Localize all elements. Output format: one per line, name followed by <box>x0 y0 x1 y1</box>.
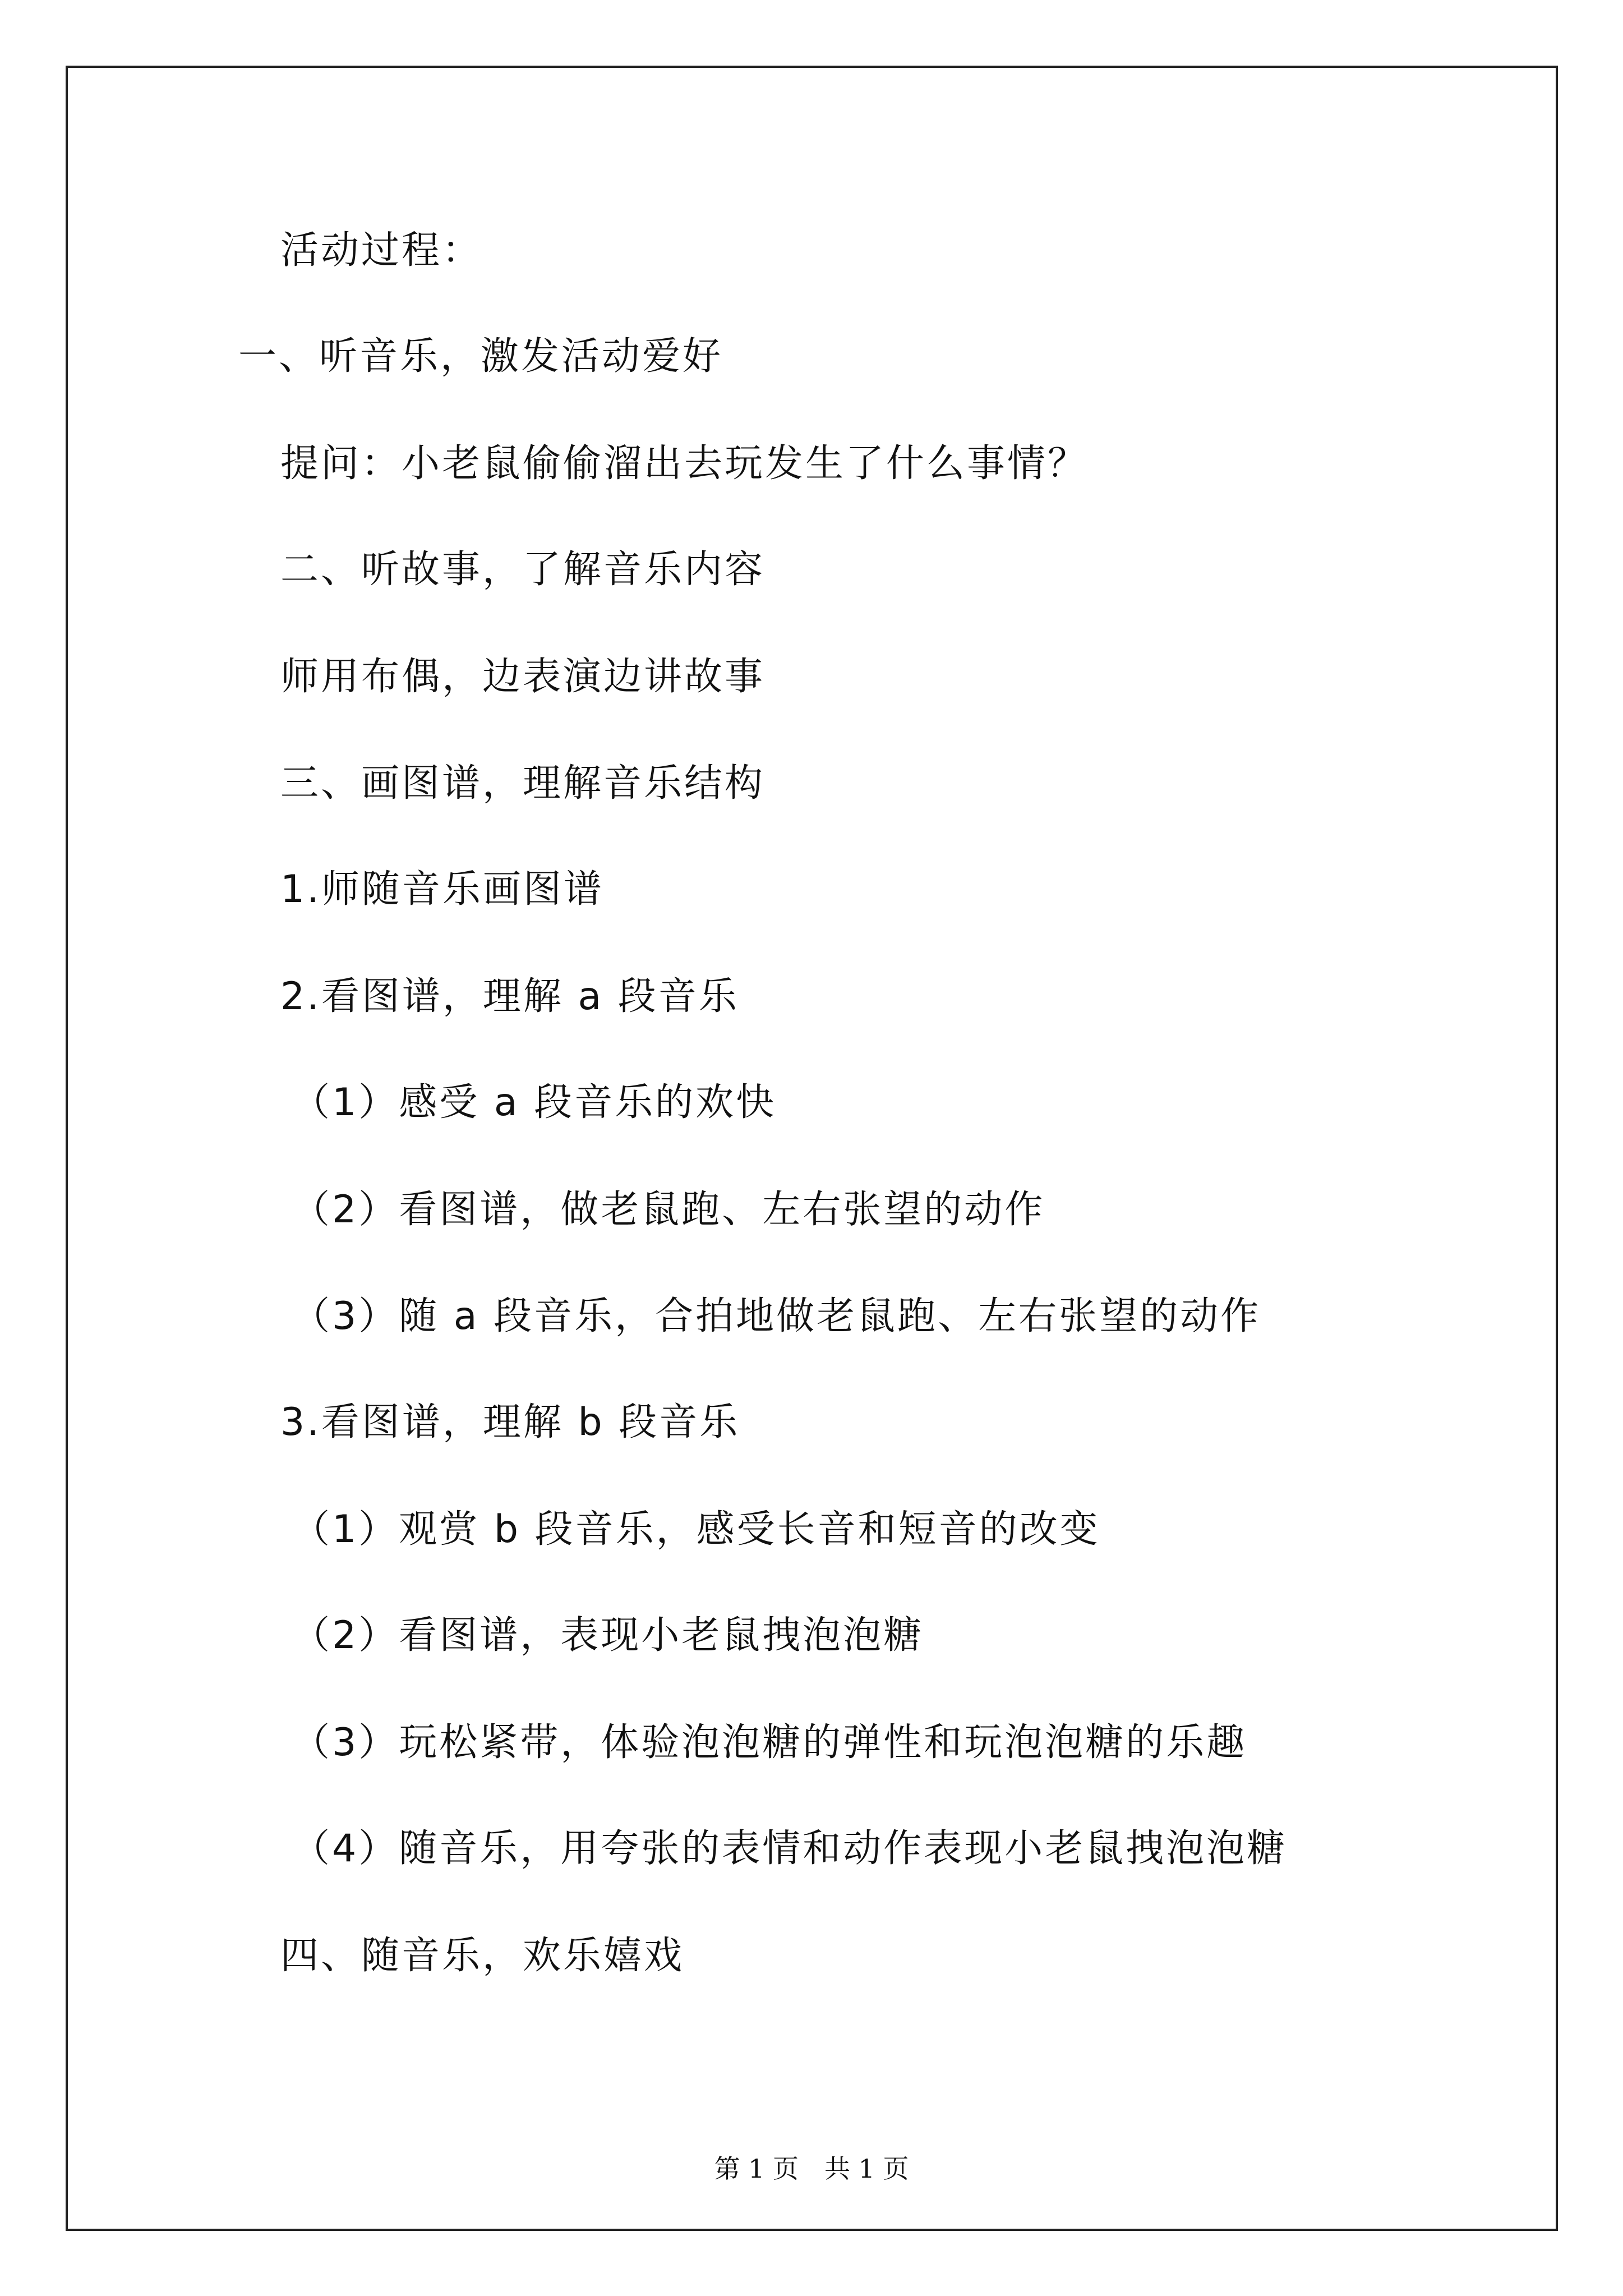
paragraph-question: 提问：小老鼠偷偷溜出去玩发生了什么事情？ <box>280 441 1089 486</box>
section-heading-process: 活动过程： <box>280 228 483 273</box>
section-heading-4: 四、随音乐，欢乐嬉戏 <box>280 1934 685 1978</box>
sub-item-a-2: （2）看图谱，做老鼠跑、左右张望的动作 <box>292 1188 1045 1232</box>
list-item-3-1: 1.师随音乐画图谱 <box>280 867 604 912</box>
page-footer: 第 1 页 共 1 页 <box>714 2154 909 2184</box>
section-heading-3: 三、画图谱，理解音乐结构 <box>280 761 766 806</box>
section-heading-2: 二、听故事，了解音乐内容 <box>280 547 766 592</box>
sub-item-b-1: （1）观赏 b 段音乐，感受长音和短音的改变 <box>292 1507 1100 1552</box>
sub-item-b-4: （4）随音乐，用夸张的表情和动作表现小老鼠拽泡泡糖 <box>292 1826 1288 1871</box>
section-heading-1: 一、听音乐，激发活动爱好 <box>238 334 723 379</box>
list-item-3-3: 3.看图谱，理解 b 段音乐 <box>280 1400 740 1444</box>
sub-item-b-3: （3）玩松紧带，体验泡泡糖的弹性和玩泡泡糖的乐趣 <box>292 1720 1247 1765</box>
paragraph-puppet-story: 师用布偶，边表演边讲故事 <box>280 655 766 699</box>
sub-item-b-2: （2）看图谱，表现小老鼠拽泡泡糖 <box>292 1613 924 1658</box>
list-item-3-2: 2.看图谱，理解 a 段音乐 <box>280 974 739 1019</box>
sub-item-a-1: （1）感受 a 段音乐的欢快 <box>292 1080 777 1125</box>
page-border <box>66 66 1558 2231</box>
sub-item-a-3: （3）随 a 段音乐，合拍地做老鼠跑、左右张望的动作 <box>292 1294 1261 1338</box>
